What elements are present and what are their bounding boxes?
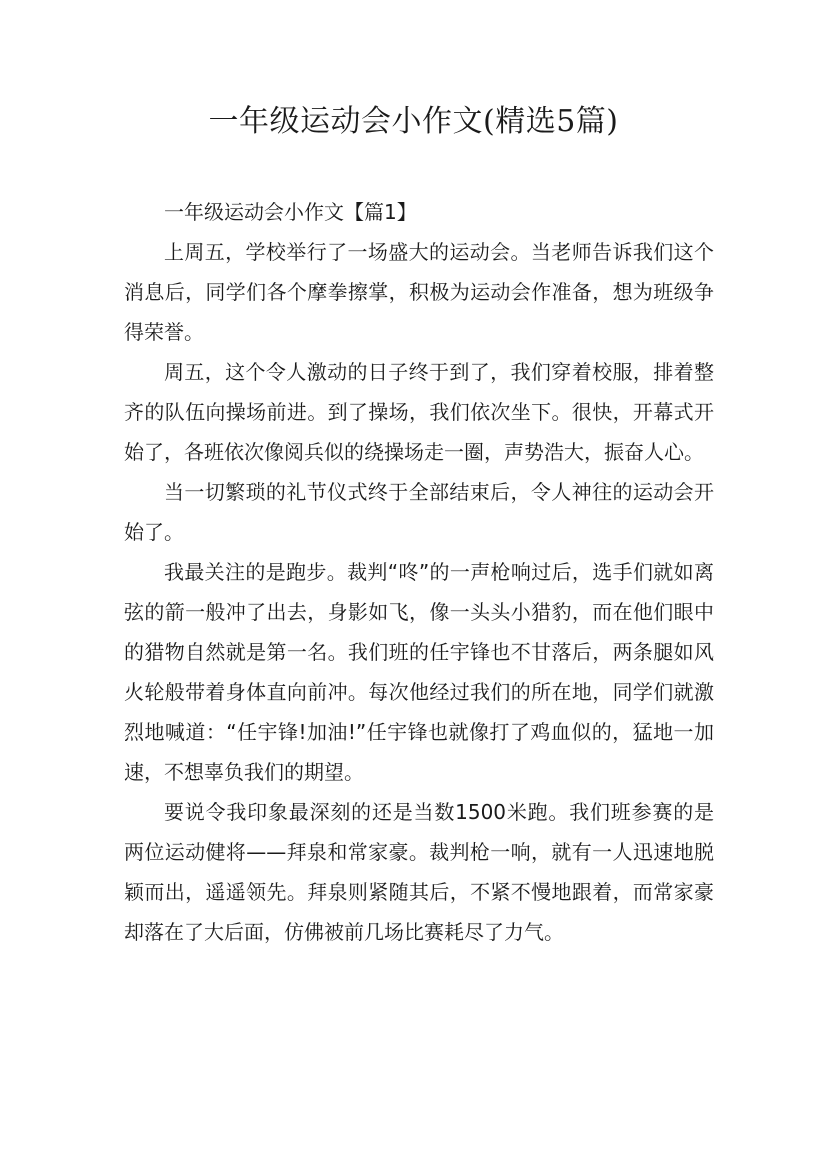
section-heading: 一年级运动会小作文【篇1】 xyxy=(164,200,417,224)
paragraph-1: 上周五，学校举行了一场盛大的运动会。当老师告诉我们这个消息后，同学们各个摩拳擦掌，积极为运动会作准备，想为班级争得荣誉。 xyxy=(124,240,714,344)
paragraph-2: 周五，这个令人激动的日子终于到了，我们穿着校服，排着整齐的队伍向操场前进。到了操场，我们依次坐下。很快，开幕式开始了，各班依次像阅兵似的绕操场走一圈，声势浩大，振奋人心。 xyxy=(124,360,714,464)
paragraph-3: 当一切繁琐的礼节仪式终于全部结束后，令人神往的运动会开始了。 xyxy=(124,480,714,544)
paragraph-5: 要说令我印象最深刻的还是当数1500米跑。我们班参赛的是两位运动健将——拜泉和常家豪。裁判枪一响，就有一人迅速地脱颖而出，遥遥领先。拜泉则紧随其后，不紧不慢地跟着，而常家豪却落在了大后面，仿佛被前几场比赛耗尽了力气。 xyxy=(124,800,714,944)
document-title: 一年级运动会小作文(精选5篇) xyxy=(208,104,619,139)
paragraph-4: 我最关注的是跑步。裁判“咚”的一声枪响过后，选手们就如离弦的箭一般冲了出去，身影如飞，像一头头小猎豹，而在他们眼中的猎物自然就是第一名。我们班的任宇锋也不甘落后，两条腿如风火轮般带着身体直向前冲。每次他经过我们的所在地，同学们就激烈地喊道：“任宇锋!加油!”任宇锋也就像打了鸡血似的，猛地一加速，不想辜负我们的期望。 xyxy=(124,560,714,784)
document-body xyxy=(124,192,714,952)
